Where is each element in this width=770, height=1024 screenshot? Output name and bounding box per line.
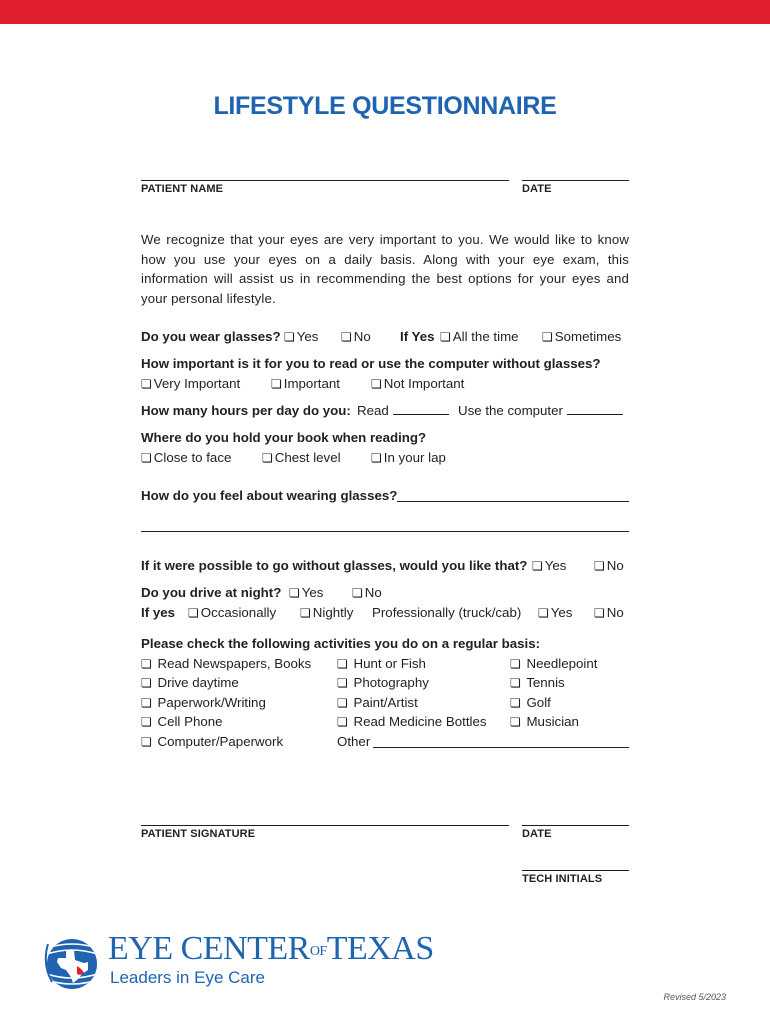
checkbox-activity-computer[interactable] — [141, 734, 283, 749]
patient-signature-field[interactable] — [141, 825, 509, 826]
checkbox-icon: ❏ — [440, 330, 451, 344]
checkbox-drive-night-no[interactable] — [352, 585, 382, 600]
q-book-position-text: Where do you hold your book when reading? — [141, 430, 427, 445]
patient-signature-label: PATIENT SIGNATURE — [141, 828, 256, 840]
activity-other-label — [337, 734, 370, 749]
q-drive-night-text: Do you drive at night? — [141, 585, 282, 600]
top-color-bar — [0, 0, 770, 24]
checkbox-activity-drive-daytime[interactable] — [141, 675, 239, 690]
checkbox-icon: ❏ — [271, 377, 282, 391]
q-feel-glasses-text: How do you feel about wearing glasses? — [141, 488, 398, 503]
checkbox-icon: ❏ — [510, 676, 521, 690]
option-label: Very Important — [153, 376, 241, 391]
checkbox-icon: ❏ — [141, 696, 152, 710]
option-label: Yes — [544, 558, 567, 573]
checkbox-icon: ❏ — [141, 377, 152, 391]
option-label: Hunt or Fish — [353, 656, 426, 671]
checkbox-icon: ❏ — [510, 696, 521, 710]
checkbox-activity-hunt-fish[interactable] — [337, 656, 426, 671]
computer-hours-row — [458, 403, 623, 418]
patient-name-label: PATIENT NAME — [141, 183, 224, 195]
option-label: Paint/Artist — [353, 695, 418, 710]
checkbox-sometimes[interactable] — [542, 329, 621, 344]
eye-center-logo-icon — [44, 936, 100, 992]
option-label: Golf — [526, 695, 551, 710]
activity-other-field[interactable] — [373, 747, 629, 748]
q-wear-glasses-text: Do you wear glasses? — [141, 329, 281, 344]
option-label: Occasionally — [200, 605, 277, 620]
activities-heading-text: Please check the following activities you do on a regular basis: — [141, 636, 541, 651]
checkbox-icon: ❏ — [284, 330, 295, 344]
option-label: Drive daytime — [157, 675, 239, 690]
q-without-glasses-text: If it were possible to go without glasses, would you like that? — [141, 558, 528, 573]
logo-of: OF — [309, 944, 327, 959]
signature-date-label: DATE — [522, 828, 552, 840]
signature-date-field[interactable] — [522, 825, 629, 826]
checkbox-icon: ❏ — [300, 606, 311, 620]
professionally-label — [372, 605, 521, 620]
patient-name-field[interactable] — [141, 180, 509, 181]
option-label: No — [606, 558, 624, 573]
feel-glasses-field[interactable] — [397, 501, 629, 502]
checkbox-icon: ❏ — [542, 330, 553, 344]
checkbox-icon: ❏ — [510, 657, 521, 671]
option-label: Important — [283, 376, 340, 391]
if-yes-text: If Yes — [400, 329, 435, 344]
checkbox-icon: ❏ — [141, 735, 152, 749]
option-label: Computer/Paperwork — [157, 734, 284, 749]
checkbox-icon: ❏ — [188, 606, 199, 620]
option-label: Photography — [353, 675, 429, 690]
option-label: Musician — [526, 714, 579, 729]
computer-label: Use the computer — [458, 403, 563, 418]
checkbox-chest-level[interactable] — [262, 450, 341, 465]
checkbox-icon: ❏ — [141, 657, 152, 671]
checkbox-activity-photography[interactable] — [337, 675, 429, 690]
logo-tagline: Leaders in Eye Care — [110, 968, 265, 987]
read-hours-field[interactable] — [393, 403, 449, 415]
checkbox-icon: ❏ — [538, 606, 549, 620]
checkbox-icon: ❏ — [141, 451, 152, 465]
feel-glasses-field-line2[interactable] — [141, 531, 629, 532]
checkbox-without-glasses-yes[interactable] — [532, 558, 566, 573]
page-title: LIFESTYLE QUESTIONNAIRE — [213, 92, 557, 120]
option-label: Cell Phone — [157, 714, 223, 729]
checkbox-in-your-lap[interactable] — [371, 450, 446, 465]
q-hours-text: How many hours per day do you: — [141, 403, 351, 418]
option-label: Read Newspapers, Books — [157, 656, 312, 671]
checkbox-activity-tennis[interactable] — [510, 675, 565, 690]
option-label: Yes — [301, 585, 324, 600]
option-label: In your lap — [383, 450, 446, 465]
other-text: Other — [337, 734, 371, 749]
checkbox-wear-glasses-yes[interactable] — [284, 329, 318, 344]
checkbox-wear-glasses-no[interactable] — [341, 329, 371, 344]
option-label: Tennis — [526, 675, 565, 690]
tech-initials-label: TECH INITIALS — [522, 873, 603, 885]
option-label: Needlepoint — [526, 656, 598, 671]
professionally-text: Professionally (truck/cab) — [372, 605, 522, 620]
revised-date: Revised 5/2023 — [663, 992, 726, 1002]
q-book-position — [141, 430, 426, 445]
checkbox-important[interactable] — [271, 376, 340, 391]
checkbox-icon: ❏ — [510, 715, 521, 729]
option-label: Not Important — [383, 376, 465, 391]
checkbox-icon: ❏ — [371, 377, 382, 391]
option-label: No — [364, 585, 382, 600]
checkbox-icon: ❏ — [337, 715, 348, 729]
checkbox-occasionally[interactable] — [188, 605, 276, 620]
q-feel-glasses — [141, 488, 397, 503]
option-label: Paperwork/Writing — [157, 695, 266, 710]
checkbox-activity-musician[interactable] — [510, 714, 579, 729]
checkbox-not-important[interactable] — [371, 376, 464, 391]
checkbox-icon: ❏ — [371, 451, 382, 465]
option-label: No — [606, 605, 624, 620]
option-label: Sometimes — [554, 329, 622, 344]
checkbox-icon: ❏ — [594, 559, 605, 573]
date-label: DATE — [522, 183, 552, 195]
checkbox-icon: ❏ — [594, 606, 605, 620]
checkbox-activity-paperwork[interactable] — [141, 695, 266, 710]
checkbox-close-to-face[interactable] — [141, 450, 231, 465]
drive-if-yes-label — [141, 605, 175, 620]
q-importance — [141, 356, 601, 371]
checkbox-icon: ❏ — [337, 657, 348, 671]
checkbox-very-important[interactable] — [141, 376, 240, 391]
activities-heading — [141, 636, 540, 651]
date-field[interactable] — [522, 180, 629, 181]
checkbox-professionally-yes[interactable] — [538, 605, 572, 620]
checkbox-icon: ❏ — [532, 559, 543, 573]
tech-initials-field[interactable] — [522, 870, 629, 871]
q-importance-text: How important is it for you to read or use the computer without glasses? — [141, 356, 601, 371]
checkbox-activity-golf[interactable] — [510, 695, 551, 710]
checkbox-nightly[interactable] — [300, 605, 353, 620]
checkbox-icon: ❏ — [289, 586, 300, 600]
intro-paragraph: We recognize that your eyes are very important to you. We would like to know how you use your eyes on a daily basis. Along with your eye exam, this information will assist us in recommending the best options for your eyes and your personal lifestyle. — [141, 232, 629, 306]
read-hours-row — [357, 403, 449, 418]
option-label: No — [353, 329, 371, 344]
if-yes-label — [400, 329, 435, 344]
logo-wordmark — [108, 930, 434, 968]
read-label: Read — [357, 403, 389, 418]
checkbox-activity-paint[interactable] — [337, 695, 418, 710]
checkbox-without-glasses-no[interactable] — [594, 558, 624, 573]
q-without-glasses — [141, 558, 527, 573]
option-label: Read Medicine Bottles — [353, 714, 487, 729]
checkbox-icon: ❏ — [337, 696, 348, 710]
logo-texas: TEXAS — [326, 930, 434, 967]
checkbox-activity-read-newspapers[interactable] — [141, 656, 311, 671]
option-label: Chest level — [274, 450, 341, 465]
checkbox-activity-needlepoint[interactable] — [510, 656, 597, 671]
option-label: Yes — [550, 605, 573, 620]
option-label: Yes — [296, 329, 319, 344]
computer-hours-field[interactable] — [567, 403, 623, 415]
checkbox-drive-night-yes[interactable] — [289, 585, 323, 600]
checkbox-icon: ❏ — [337, 676, 348, 690]
option-label: Close to face — [153, 450, 232, 465]
logo-eye-center: EYE CENTER — [108, 930, 310, 967]
checkbox-icon: ❏ — [262, 451, 273, 465]
checkbox-icon: ❏ — [341, 330, 352, 344]
checkbox-icon: ❏ — [352, 586, 363, 600]
checkbox-all-the-time[interactable] — [440, 329, 519, 344]
checkbox-icon: ❏ — [141, 715, 152, 729]
drive-if-yes-text: If yes — [141, 605, 176, 620]
q-drive-night — [141, 585, 281, 600]
q-hours — [141, 403, 351, 418]
option-label: Nightly — [312, 605, 354, 620]
checkbox-activity-cell-phone[interactable] — [141, 714, 223, 729]
checkbox-icon: ❏ — [141, 676, 152, 690]
checkbox-activity-medicine-bottles[interactable] — [337, 714, 487, 729]
checkbox-professionally-no[interactable] — [594, 605, 624, 620]
option-label: All the time — [452, 329, 519, 344]
q-wear-glasses — [141, 329, 281, 344]
